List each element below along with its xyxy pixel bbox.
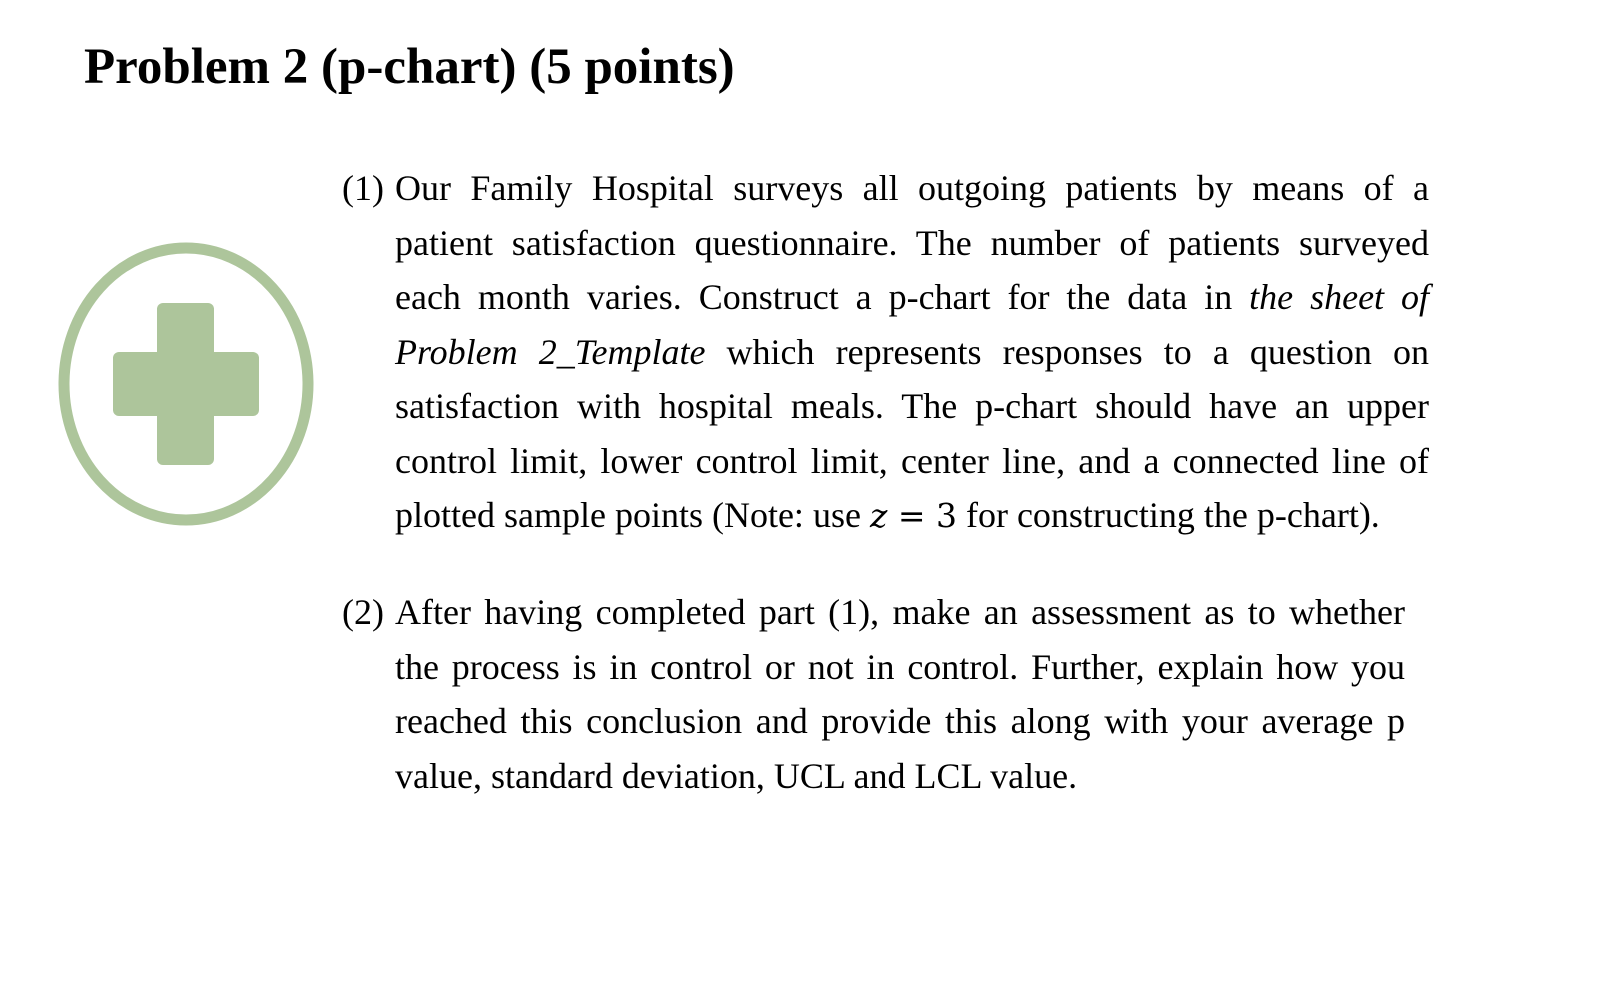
icon-cross-horizontal: [113, 352, 259, 416]
medical-cross-icon: [56, 240, 316, 530]
item-line: Our Family Hospital surveys all outgoing patients by means of a: [395, 168, 1429, 208]
item-line: reached this conclusion and provide this along with your average p: [395, 701, 1405, 741]
italic-reference: Problem 2_Template: [395, 331, 706, 372]
italic-reference: the sheet of: [1249, 277, 1429, 317]
item-line: Problem 2_Template which represents responses to a question on: [395, 331, 1429, 372]
item-body: [395, 585, 1405, 803]
page-title: Problem 2 (p-chart) (5 points): [84, 39, 735, 95]
problem-item-2: [342, 585, 1432, 803]
item-line: satisfaction with hospital meals. The p-chart should have an upper: [395, 386, 1429, 426]
item-line: After having completed part (1), make an assessment as to whether: [395, 592, 1405, 632]
math-variable: z: [869, 496, 888, 535]
item-line: control limit, lower control limit, center line, and a connected line of: [395, 440, 1429, 481]
item-line: plotted sample points (Note: use z = 3 for constructing the p-chart).: [395, 495, 1380, 535]
item-body: [395, 161, 1429, 544]
math-equation: = 3: [887, 496, 957, 535]
item-number: (2): [342, 592, 384, 632]
item-line: each month varies. Construct a p-chart for the data in the sheet of: [395, 277, 1429, 317]
item-line: value, standard deviation, UCL and LCL value.: [395, 755, 1078, 796]
item-line: patient satisfaction questionnaire. The number of patients surveyed: [395, 222, 1429, 263]
item-line: the process is in control or not in control. Further, explain how you: [395, 646, 1405, 687]
problem-item-1: [342, 161, 1432, 544]
item-number: (1): [342, 168, 384, 208]
